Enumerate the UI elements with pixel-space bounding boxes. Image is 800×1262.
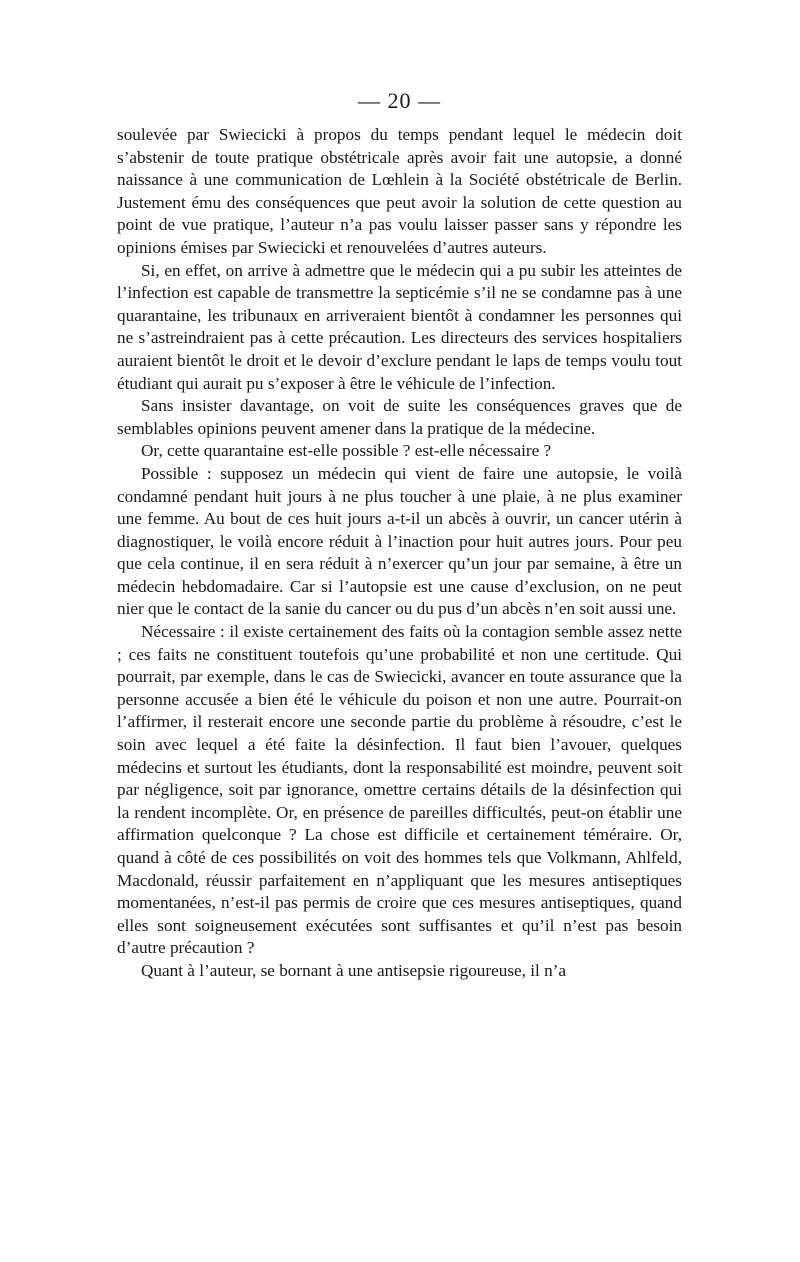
paragraph-3: Sans insister davantage, on voit de suite les conséquences graves que de semblables opinions peuvent amener dans la pratique de la médecine. xyxy=(117,396,682,438)
paragraph-6: Nécessaire : il existe certainement des faits où la contagion semble assez nette ; ces faits ne constituent toutefois qu’une probabilité et non une certitude. Qui pourrait, par exemple, dans le cas de Swiecicki, avancer en toute assurance que la personne accusée a bien été le véhicule du poison et non une autre. Pourrait-on l’affirmer, il resterait encore une seconde partie du problème à résoudre, c’est le soin avec lequel a été faite la désinfection. Il faut bien l’avouer, quelques médecins et surtout les étudiants, dont la responsabilité est moindre, peuvent soit par négligence, soit par ignorance, omettre certains détails de la désinfection qui la rendent incomplète. Or, en présence de pareilles difficultés, peut-on établir une affirmation quelconque ? La chose est difficile et certainement téméraire. Or, quand à côté de ces possibilités on voit des hommes tels que Volkmann, Ahlfeld, Macdonald, réussir parfaitement en n’appliquant que les mesures antiseptiques momentanées, n’est-il pas permis de croire que ces mesures antiseptiques, quand elles sont soigneusement exécutées sont suffisantes et qu’il n’est pas besoin d’autre précaution ? xyxy=(117,622,682,958)
body-text xyxy=(117,124,682,983)
paragraph-1: soulevée par Swiecicki à propos du temps pendant lequel le médecin doit s’abstenir de toute pratique obstétricale après avoir fait une autopsie, a donné naissance à une communication de Lœhlein à la Société obstétricale de Berlin. Justement ému des conséquences que peut avoir la solution de cette question au point de vue pratique, l’auteur n’a pas voulu laisser passer sans y répondre les opinions émises par Swiecicki et renouvelées d’autres auteurs. xyxy=(117,125,682,257)
paragraph-4: Or, cette quarantaine est-elle possible ? est-elle nécessaire ? xyxy=(141,441,552,461)
paragraph-5: Possible : supposez un médecin qui vient de faire une autopsie, le voilà condamné pendant huit jours à ne plus toucher à une plaie, à ne plus examiner une femme. Au bout de ces huit jours a-t-il un abcès à ouvrir, un cancer utérin à diagnostiquer, le voilà encore réduit à l’inaction pour huit autres jours. Pour peu que cela continue, il en sera réduit à n’exercer qu’un jour par semaine, à être un médecin hebdomadaire. Car si l’autopsie est une cause d’exclusion, on ne peut nier que le contact de la sanie du cancer ou du pus d’un abcès n’en soit aussi une. xyxy=(117,463,682,619)
page-number: — 20 — xyxy=(358,88,441,113)
document-page xyxy=(117,88,682,983)
paragraph-7: Quant à l’auteur, se bornant à une antisepsie rigoureuse, il n’a xyxy=(141,960,567,980)
paragraph-2: Si, en effet, on arrive à admettre que le médecin qui a pu subir les atteintes de l’infection est capable de transmettre la septicémie s’il ne se condamne pas à une quarantaine, les tribunaux en arriveraient bientôt à condamner les personnes qui ne s’astreindraient pas à cette précaution. Les directeurs des services hospitaliers auraient bientôt le droit et le devoir d’exclure pendant le laps de temps voulu tout étudiant qui aurait pu s’exposer à être le véhicule de l’infection. xyxy=(117,260,682,393)
